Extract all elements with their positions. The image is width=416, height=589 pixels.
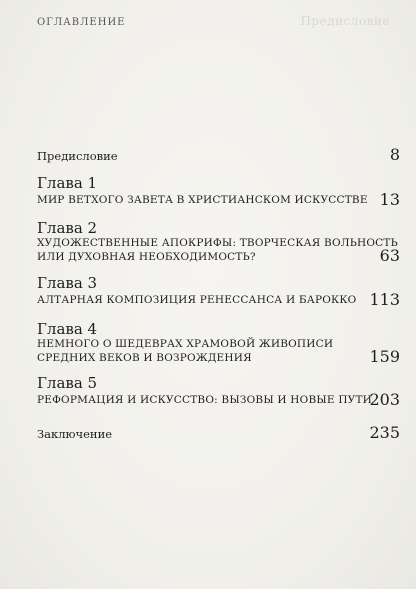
toc-entry-label: Предисловие xyxy=(37,149,118,163)
toc-page-number: 159 xyxy=(369,347,400,366)
toc-entry-chapter-3[interactable] xyxy=(37,274,400,314)
toc-entry-conclusion[interactable] xyxy=(37,424,400,444)
chapter-heading: Глава 5 xyxy=(37,374,98,392)
chapter-heading: Глава 3 xyxy=(37,274,98,292)
toc-page-number: 8 xyxy=(389,145,400,164)
toc-page-number: 63 xyxy=(379,246,400,265)
chapter-title-line: НЕМНОГО О ШЕДЕВРАХ ХРАМОВОЙ ЖИВОПИСИ xyxy=(37,338,334,350)
toc-entry-preface[interactable] xyxy=(37,146,400,166)
running-head: ОГЛАВЛЕНИЕ xyxy=(37,17,126,28)
chapter-heading: Глава 1 xyxy=(37,174,98,192)
chapter-title-line: РЕФОРМАЦИЯ И ИСКУССТВО: ВЫЗОВЫ И НОВЫЕ ПУТИ xyxy=(37,394,373,406)
toc-entry-chapter-5[interactable] xyxy=(37,374,400,414)
toc-entry-label: Заключение xyxy=(37,427,113,441)
toc-page-number: 113 xyxy=(369,290,400,309)
toc-page-number: 235 xyxy=(369,423,400,442)
chapter-title-line: СРЕДНИХ ВЕКОВ И ВОЗРОЖДЕНИЯ xyxy=(37,352,252,364)
toc-page-number: 13 xyxy=(379,190,400,209)
chapter-title-line: МИР ВЕТХОГО ЗАВЕТА В ХРИСТИАНСКОМ ИСКУССТВЕ xyxy=(37,194,368,206)
chapter-title-line: ХУДОЖЕСТВЕННЫЕ АПОКРИФЫ: ТВОРЧЕСКАЯ ВОЛЬНОСТЬ xyxy=(37,237,398,249)
chapter-heading: Глава 4 xyxy=(37,320,98,338)
toc-entry-chapter-4[interactable] xyxy=(37,320,400,370)
toc-page-number: 203 xyxy=(369,390,400,409)
chapter-heading: Глава 2 xyxy=(37,219,98,237)
chapter-title-line: АЛТАРНАЯ КОМПОЗИЦИЯ РЕНЕССАНСА И БАРОККО xyxy=(37,294,357,306)
toc-entry-chapter-1[interactable] xyxy=(37,174,400,214)
toc-entry-chapter-2[interactable] xyxy=(37,219,400,269)
chapter-title-line: ИЛИ ДУХОВНАЯ НЕОБХОДИМОСТЬ? xyxy=(37,251,256,263)
show-through-text: Предисловие xyxy=(300,14,390,28)
